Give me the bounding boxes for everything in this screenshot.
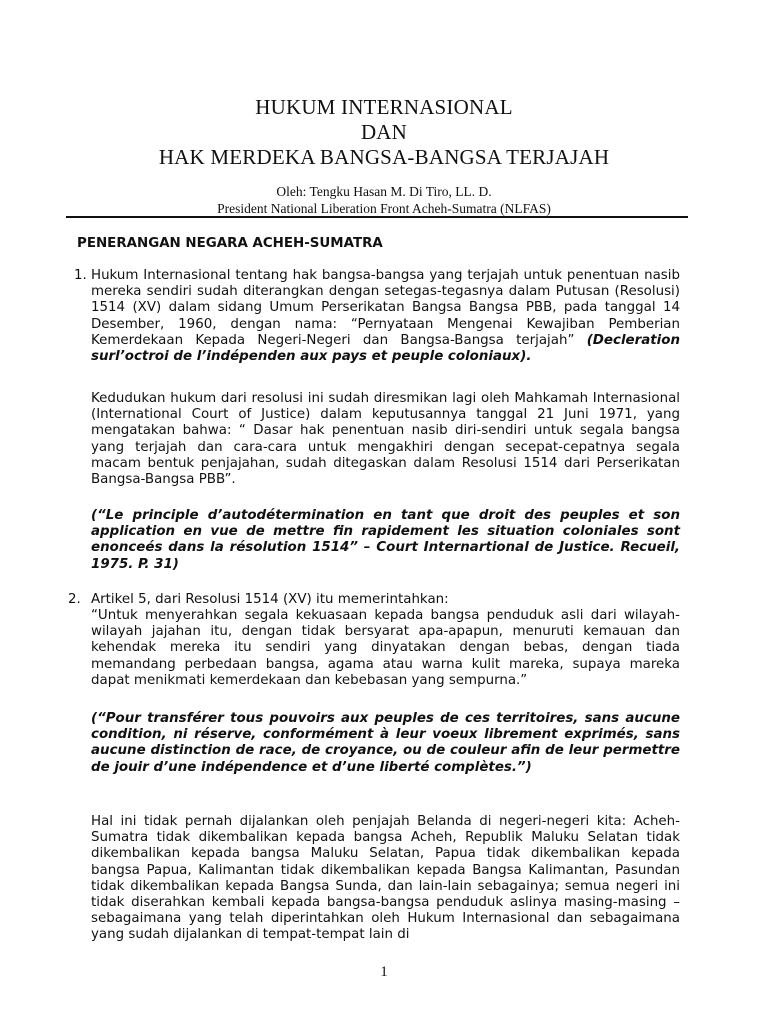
document-title: [0, 95, 768, 170]
page-number: 1: [380, 964, 388, 980]
author-position: President National Liberation Front Acheh-Sumatra (NLFAS): [217, 201, 551, 216]
section-heading: PENERANGAN NEGARA ACHEH-SUMATRA: [77, 236, 383, 251]
item-2-french-quote: (“Pour transférer tous pouvoirs aux peuples de ces territoires, sans aucune condition, ni réserve, conformément à leur voeux librement exprimés, sans aucune distinction de race, de croyance, ou de couleur afin de leur permettre de jouir d’une indépendence et d’une liberté complètes.”): [91, 711, 680, 775]
item-2-article-quote: “Untuk menyerahkan segala kekuasaan kepada bangsa penduduk asli dari wilayah-wilayah jajahan itu, dengan tidak bersyarat apa-apapun, menuruti kemauan dan kehendak mereka itu sendiri yang dinyatakan dengan bebas, dengan tiada memandang perbedaan bangsa, agama atau warna kulit mareka, supaya mareka dapat menikmati kemerdekaan dan kebebasan yang sempurna.”: [91, 608, 680, 688]
author-block: [0, 183, 768, 217]
title-line-1: HUKUM INTERNASIONAL: [255, 95, 513, 119]
title-line-3: HAK MERDEKA BANGSA-BANGSA TERJAJAH: [158, 145, 610, 169]
item-2-number: 2.: [68, 592, 81, 607]
item-1-text: Hukum Internasional tentang hak bangsa-bangsa yang terjajah untuk penentuan nasib mereka sendiri sudah diterangkan dengan setegas-tegasnya dalam Putusan (Resolusi) 1514 (XV) dalam sidang Umum Perserikatan Bangsa Bangsa PBB, pada tanggal 14 Desember, 1960, dengan nama: “Pernyataan Mengenai Kewajiban Pemberian Kemerdekaan Kepada Negeri-Negeri dan Bangsa-Bangsa terjajah”: [91, 268, 680, 348]
item-2-paragraph: Hal ini tidak pernah dijalankan oleh penjajah Belanda di negeri-negeri kita: Acheh-Sumatra tidak dikembalikan kepada bangsa Acheh, Republik Maluku Selatan tidak dikembalikan kepada bangsa Maluku Selatan, Papua tidak dikembalikan kepada bangsa Papua, Kalimantan tidak dikembalikan kepada Bangsa Kalimantan, Pasundan tidak dikembalikan kepada Bangsa Sunda, dan lain-lain sebagainya; semua negeri ini tidak diserahkan kembali kepada bangsa-bangsa penduduk aslinya masing-masing – sebagaimana yang telah diperintahkan oleh Hukum Internasional dan sebagaimana yang sudah dijalankan di tempat-tempat lain di: [91, 814, 680, 943]
item-1-french-title: (Decleration surl’octroi de l’indépenden aux pays et peuple coloniaux).: [91, 332, 680, 365]
item-2-intro: Artikel 5, dari Resolusi 1514 (XV) itu memerintahkan:: [91, 592, 449, 607]
item-1-number: 1.: [74, 268, 87, 283]
author-byline: Oleh: Tengku Hasan M. Di Tiro, LL. D.: [276, 184, 492, 199]
header-divider: [66, 216, 688, 218]
title-line-2: DAN: [360, 120, 408, 144]
item-1-paragraph: [91, 268, 680, 365]
item-1-court-paragraph: Kedudukan hukum dari resolusi ini sudah diresmikan lagi oleh Mahkamah Internasional (International Court of Justice) dalam keputusannya tanggal 21 Juni 1971, yang mengatakan bahwa: “ Dasar hak penentuan nasib diri-sendiri untuk segala bangsa yang terjajah dan cara-cara untuk mengakhiri dengan secepat-cepatnya segala macam bentuk penjajahan, sudah ditegaskan dalam Resolusi 1514 dari Perserikatan Bangsa-Bangsa PBB”.: [91, 391, 680, 488]
item-1-court-quote: (“Le principle d’autodétermination en tant que droit des peuples et son application en vue de mettre fin rapidement les situation coloniales sont enonceés dans la résolution 1514” – Court Internartional de Justice. Recueil, 1975. P. 31): [91, 508, 680, 572]
